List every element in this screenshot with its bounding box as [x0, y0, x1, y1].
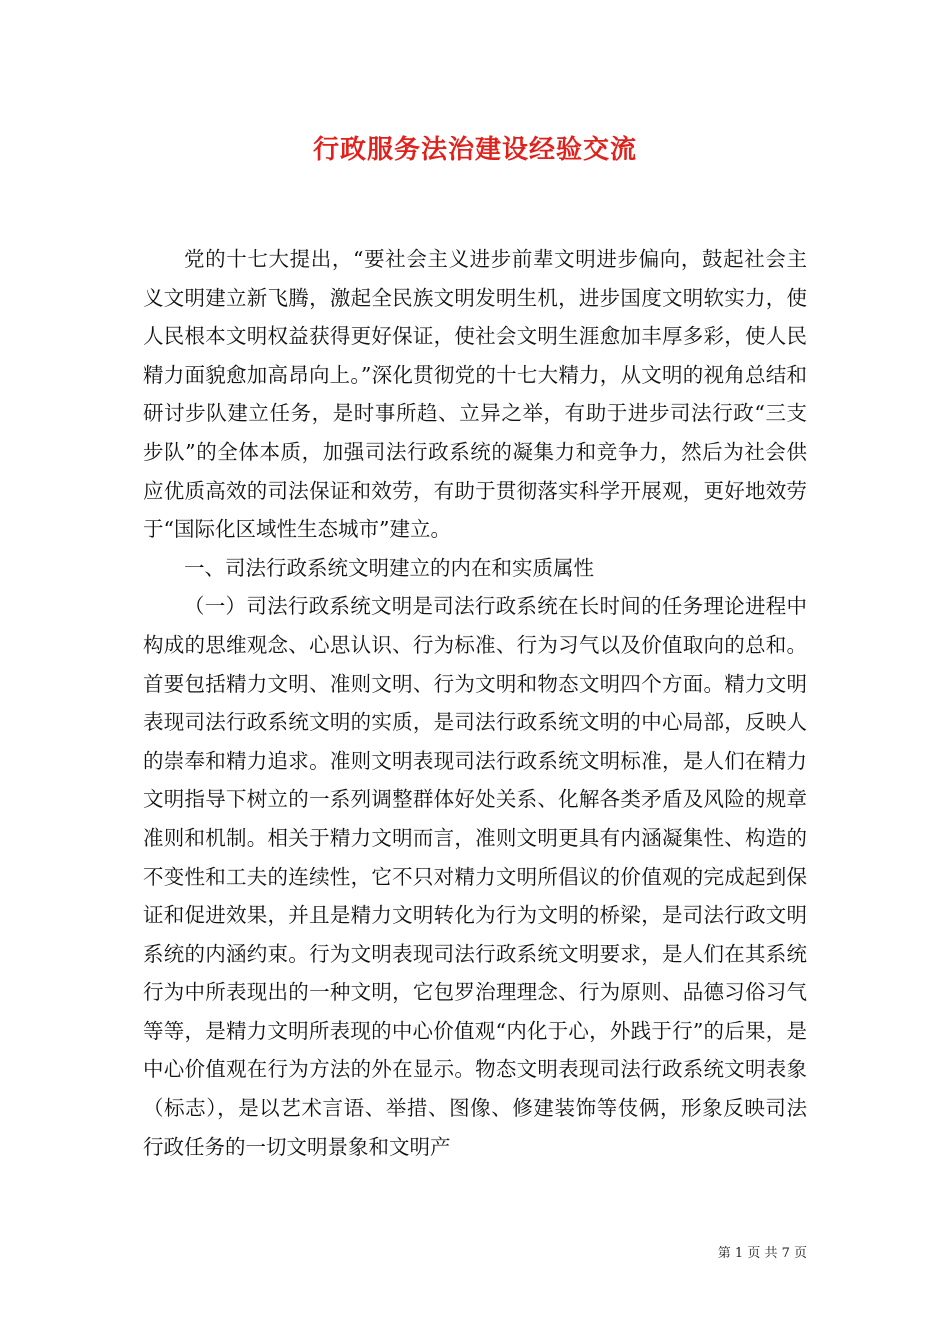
paragraph-intro: 党的十七大提出，“要社会主义进步前辈文明进步偏向，鼓起社会主义文明建立新飞腾，激起全民族文明发明生机，进步国度文明软实力，使人民根本文明权益获得更好保证，使社会文明生涯愈加丰厚多彩，使人民精力面貌愈加高昂向上。”深化贯彻党的十七大精力，从文明的视角总结和研讨步队建立任务，是时事所趋、立异之举，有助于进步司法行政“三支步队”的全体本质，加强司法行政系统的凝集力和竞争力，然后为社会供应优质高效的司法保证和效劳，有助于贯彻落实科学开展观，更好地效劳于“国际化区域性生态城市”建立。	[143, 247, 807, 542]
section-heading-1: 一、司法行政系统文明建立的内在和实质属性	[184, 555, 594, 580]
document-body	[143, 240, 807, 1166]
document-title: 行政服务法治建设经验交流	[312, 135, 637, 165]
page-number: 第 1 页 共 7 页	[717, 1246, 807, 1261]
paragraph-section-1-1: （一）司法行政系统文明是司法行政系统在长时间的任务理论进程中构成的思维观念、心思认识、行为标准、行为习气以及价值取向的总和。首要包括精力文明、准则文明、行为文明和物态文明四个方面。精力文明表现司法行政系统文明的实质，是司法行政系统文明的中心局部，反映人的崇奉和精力追求。准则文明表现司法行政系统文明标准，是人们在精力文明指导下树立的一系列调整群体好处关系、化解各类矛盾及风险的规章准则和机制。相关于精力文明而言，准则文明更具有内涵凝集性、构造的不变性和工夫的连续性，它不只对精力文明所倡议的价值观的完成起到保证和促进效果，并且是精力文明转化为行为文明的桥梁，是司法行政文明系统的内涵约束。行为文明表现司法行政系统文明要求，是人们在其系统行为中所表现出的一种文明，它包罗治理理念、行为原则、品德习俗习气等等，是精力文明所表现的中心价值观“内化于心，外践于行”的后果，是中心价值观在行为方法的外在显示。物态文明表现司法行政系统文明表象（标志），是以艺术言语、举措、图像、修建装饰等伎俩，形象反映司法行政任务的一切文明景象和文明产	[143, 594, 807, 1159]
